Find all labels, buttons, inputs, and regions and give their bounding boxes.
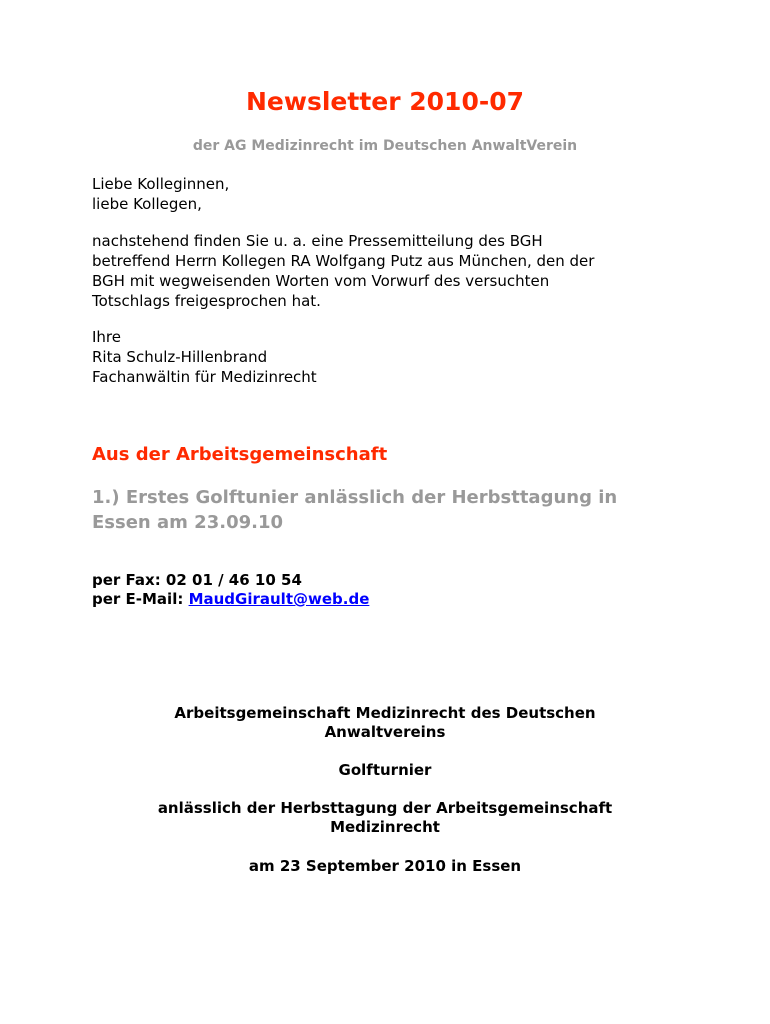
intro-line: BGH mit wegweisenden Worten vom Vorwurf des versuchten: [92, 272, 550, 290]
intro-line: nachstehend finden Sie u. a. eine Pressemitteilung des BGH: [92, 232, 543, 250]
signoff-title: Fachanwältin für Medizinrecht: [92, 368, 317, 386]
intro-line: Totschlags freigesprochen hat.: [92, 292, 321, 310]
intro-line: betreffend Herrn Kollegen RA Wolfgang Putz aus München, den der: [92, 252, 595, 270]
item-heading: [92, 485, 692, 535]
organization-line: Arbeitsgemeinschaft Medizinrecht des Deutschen: [174, 704, 596, 722]
event-date: am 23 September 2010 in Essen: [248, 857, 522, 875]
organization-line: Anwaltvereins: [324, 723, 446, 741]
intro-paragraph: [92, 231, 682, 311]
signoff: [92, 327, 682, 387]
contact-info: [92, 571, 369, 609]
greeting: [92, 174, 682, 214]
occasion-line: Medizinrecht: [330, 818, 440, 836]
email-label: per E-Mail:: [92, 590, 189, 608]
fax-line: per Fax: 02 01 / 46 10 54: [92, 571, 302, 589]
newsletter-subtitle: der AG Medizinrecht im Deutschen AnwaltVerein: [192, 138, 578, 154]
signoff-name: Rita Schulz-Hillenbrand: [92, 348, 268, 366]
email-link[interactable]: MaudGirault@web.de: [188, 590, 370, 608]
organization-name: [0, 704, 770, 742]
item-heading-line: Essen am 23.09.10: [92, 512, 284, 533]
event-occasion: [0, 799, 770, 837]
greeting-line: Liebe Kolleginnen,: [92, 175, 230, 193]
newsletter-title: Newsletter 2010-07: [245, 87, 524, 116]
item-heading-line: 1.) Erstes Golftunier anlässlich der Herbsttagung in: [92, 487, 618, 508]
event-name: Golfturnier: [338, 761, 432, 779]
email-line: [92, 590, 369, 609]
section-heading: Aus der Arbeitsgemeinschaft: [92, 444, 388, 465]
signoff-line: Ihre: [92, 328, 121, 346]
greeting-line: liebe Kollegen,: [92, 195, 202, 213]
occasion-line: anlässlich der Herbsttagung der Arbeitsgemeinschaft: [157, 799, 613, 817]
